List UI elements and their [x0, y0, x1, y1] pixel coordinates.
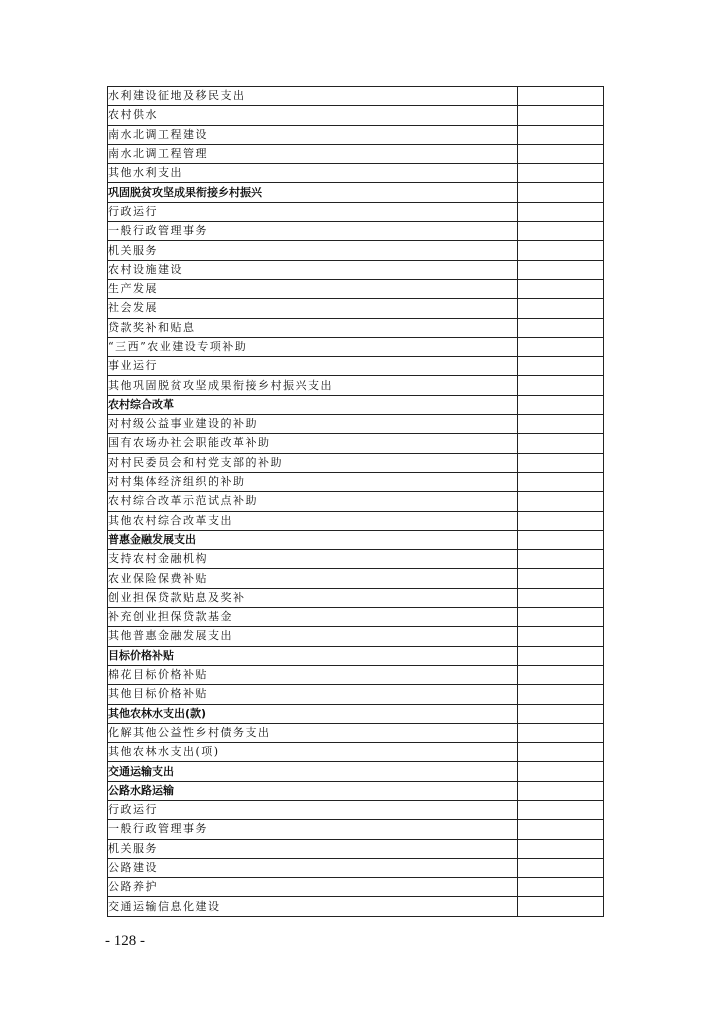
table-row	[108, 781, 604, 800]
table-row	[108, 723, 604, 742]
item-name-cell: 南水北调工程管理	[108, 144, 518, 163]
item-name-cell: 贷款奖补和贴息	[108, 318, 518, 337]
table-row	[108, 106, 604, 125]
item-value-cell	[518, 646, 604, 665]
item-value-cell	[518, 627, 604, 646]
item-name-cell: 其他农林水支出(项)	[108, 743, 518, 762]
item-name-cell: 事业运行	[108, 357, 518, 376]
item-value-cell	[518, 357, 604, 376]
item-value-cell	[518, 125, 604, 144]
table-row	[108, 260, 604, 279]
item-name-cell: 行政运行	[108, 202, 518, 221]
item-value-cell	[518, 337, 604, 356]
item-name-cell: 公路养护	[108, 878, 518, 897]
table-row	[108, 685, 604, 704]
item-name-cell: 交通运输信息化建设	[108, 897, 518, 916]
table-row	[108, 318, 604, 337]
table-row	[108, 164, 604, 183]
item-name-cell: 生产发展	[108, 279, 518, 298]
table-row	[108, 434, 604, 453]
item-value-cell	[518, 839, 604, 858]
item-value-cell	[518, 569, 604, 588]
item-name-cell: 农村综合改革	[108, 395, 518, 414]
item-value-cell	[518, 279, 604, 298]
table-row	[108, 144, 604, 163]
item-name-cell: “三西”农业建设专项补助	[108, 337, 518, 356]
table-row	[108, 241, 604, 260]
table-row	[108, 395, 604, 414]
table-row	[108, 569, 604, 588]
item-name-cell: 补充创业担保贷款基金	[108, 608, 518, 627]
item-value-cell	[518, 608, 604, 627]
item-value-cell	[518, 260, 604, 279]
table-row	[108, 878, 604, 897]
item-value-cell	[518, 511, 604, 530]
item-value-cell	[518, 723, 604, 742]
item-value-cell	[518, 222, 604, 241]
item-name-cell: 公路水路运输	[108, 781, 518, 800]
item-value-cell	[518, 164, 604, 183]
table-row	[108, 858, 604, 877]
item-name-cell: 对村级公益事业建设的补助	[108, 415, 518, 434]
item-name-cell: 一般行政管理事务	[108, 222, 518, 241]
table-row	[108, 299, 604, 318]
item-name-cell: 普惠金融发展支出	[108, 530, 518, 549]
item-value-cell	[518, 492, 604, 511]
table-body	[108, 87, 604, 917]
item-name-cell: 其他巩固脱贫攻坚成果衔接乡村振兴支出	[108, 376, 518, 395]
item-name-cell: 水利建设征地及移民支出	[108, 87, 518, 106]
item-name-cell: 农业保险保费补贴	[108, 569, 518, 588]
table-row	[108, 357, 604, 376]
table-row	[108, 472, 604, 491]
item-value-cell	[518, 550, 604, 569]
table-row	[108, 665, 604, 684]
item-value-cell	[518, 665, 604, 684]
item-value-cell	[518, 241, 604, 260]
item-value-cell	[518, 415, 604, 434]
item-value-cell	[518, 144, 604, 163]
item-value-cell	[518, 878, 604, 897]
item-name-cell: 公路建设	[108, 858, 518, 877]
item-name-cell: 其他目标价格补贴	[108, 685, 518, 704]
item-name-cell: 交通运输支出	[108, 762, 518, 781]
item-name-cell: 行政运行	[108, 800, 518, 819]
item-name-cell: 棉花目标价格补贴	[108, 665, 518, 684]
item-value-cell	[518, 453, 604, 472]
table-row	[108, 897, 604, 916]
item-value-cell	[518, 183, 604, 202]
table-row	[108, 125, 604, 144]
table-row	[108, 530, 604, 549]
item-value-cell	[518, 318, 604, 337]
table-row	[108, 222, 604, 241]
table-row	[108, 453, 604, 472]
table-row	[108, 183, 604, 202]
item-value-cell	[518, 781, 604, 800]
item-name-cell: 对村集体经济组织的补助	[108, 472, 518, 491]
table-row	[108, 279, 604, 298]
page-number: - 128 -	[105, 933, 145, 949]
table-row	[108, 820, 604, 839]
item-name-cell: 机关服务	[108, 839, 518, 858]
item-name-cell: 巩固脱贫攻坚成果衔接乡村振兴	[108, 183, 518, 202]
table-row	[108, 800, 604, 819]
item-name-cell: 农村综合改革示范试点补助	[108, 492, 518, 511]
item-name-cell: 其他农林水支出(款)	[108, 704, 518, 723]
table-row	[108, 87, 604, 106]
table-row	[108, 608, 604, 627]
item-value-cell	[518, 820, 604, 839]
table-row	[108, 646, 604, 665]
item-name-cell: 南水北调工程建设	[108, 125, 518, 144]
table-row	[108, 337, 604, 356]
item-name-cell: 农村设施建设	[108, 260, 518, 279]
item-name-cell: 目标价格补贴	[108, 646, 518, 665]
table-row	[108, 743, 604, 762]
table-row	[108, 627, 604, 646]
item-name-cell: 创业担保贷款贴息及奖补	[108, 588, 518, 607]
item-value-cell	[518, 685, 604, 704]
table-row	[108, 704, 604, 723]
item-value-cell	[518, 530, 604, 549]
item-name-cell: 农村供水	[108, 106, 518, 125]
item-value-cell	[518, 299, 604, 318]
item-value-cell	[518, 472, 604, 491]
item-name-cell: 其他水利支出	[108, 164, 518, 183]
item-name-cell: 社会发展	[108, 299, 518, 318]
item-value-cell	[518, 858, 604, 877]
table-row	[108, 762, 604, 781]
item-name-cell: 一般行政管理事务	[108, 820, 518, 839]
table-row	[108, 492, 604, 511]
table-row	[108, 415, 604, 434]
item-name-cell: 支持农村金融机构	[108, 550, 518, 569]
item-value-cell	[518, 87, 604, 106]
item-value-cell	[518, 588, 604, 607]
item-name-cell: 其他农村综合改革支出	[108, 511, 518, 530]
item-value-cell	[518, 743, 604, 762]
item-value-cell	[518, 897, 604, 916]
item-name-cell: 对村民委员会和村党支部的补助	[108, 453, 518, 472]
item-name-cell: 其他普惠金融发展支出	[108, 627, 518, 646]
table-row	[108, 202, 604, 221]
table-row	[108, 376, 604, 395]
table-row	[108, 511, 604, 530]
item-name-cell: 化解其他公益性乡村债务支出	[108, 723, 518, 742]
item-value-cell	[518, 202, 604, 221]
item-name-cell: 国有农场办社会职能改革补助	[108, 434, 518, 453]
table-row	[108, 588, 604, 607]
item-name-cell: 机关服务	[108, 241, 518, 260]
item-value-cell	[518, 106, 604, 125]
table-row	[108, 839, 604, 858]
item-value-cell	[518, 434, 604, 453]
item-value-cell	[518, 395, 604, 414]
item-value-cell	[518, 800, 604, 819]
table-row	[108, 550, 604, 569]
item-value-cell	[518, 704, 604, 723]
item-value-cell	[518, 762, 604, 781]
budget-table	[107, 86, 604, 917]
item-value-cell	[518, 376, 604, 395]
